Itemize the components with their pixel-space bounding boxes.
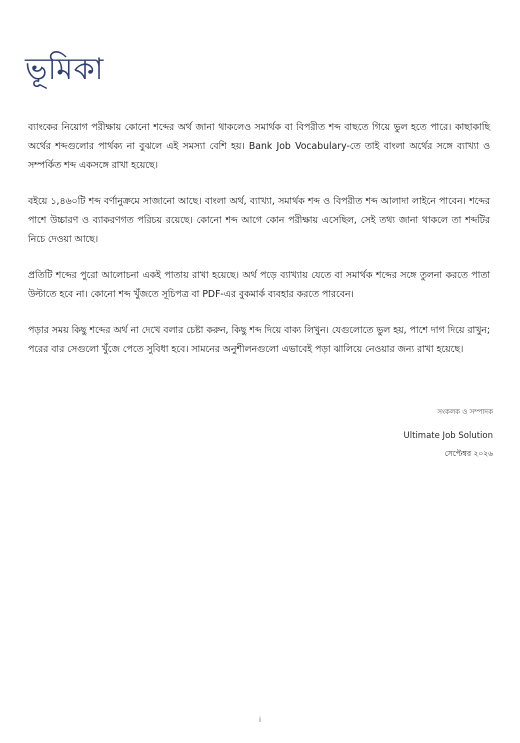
page-number: i xyxy=(259,716,261,724)
page-title: ভূমিকা xyxy=(25,52,104,87)
signature-organization: Ultimate Job Solution xyxy=(403,431,493,441)
signature-role: সংকলক ও সম্পাদক xyxy=(437,408,493,416)
preface-paragraph-1: ব্যাংকের নিয়োগ পরীক্ষায় কোনো শব্দের অর্থ জানা থাকলেও সমার্থক বা বিপরীত শব্দ বাছতে গিয়ে ভুল হতে পারে। কাছাকাছি অর্থের শব্দগুলোর পার্থক্য না বুঝলে এই সমস্যা বেশি হয়। Bank Job Vocabulary-তে তাই বাংলা অর্থের সঙ্গে ব্যাখ্যা ও সম্পর্কিত শব্দ একসঙ্গে রাখা হয়েছে। xyxy=(28,122,490,171)
preface-paragraph-2: বইয়ে ১,৪৬০টি শব্দ বর্ণানুক্রমে সাজানো আছে। বাংলা অর্থ, ব্যাখ্যা, সমার্থক শব্দ ও বিপরীত শব্দ আলাদা লাইনে পাবেন। শব্দের পাশে উচ্চারণ ও ব্যাকরণগত পরিচয় রয়েছে। কোনো শব্দ আগে কোন পরীক্ষায় এসেছিল, সেই তথ্য জানা থাকলে তা শব্দটির নিচে দেওয়া আছে। xyxy=(28,196,490,245)
preface-body xyxy=(28,118,490,376)
signature-block xyxy=(404,405,493,461)
signature-date: সেপ্টেম্বর ২০২৬ xyxy=(444,449,493,458)
preface-paragraph-4: পড়ার সময় কিছু শব্দের অর্থ না দেখে বলার চেষ্টা করুন, কিছু শব্দ দিয়ে বাক্য লিখুন। যেগুলোতে ভুল হয়, পাশে দাগ দিয়ে রাখুন; পরের বার সেগুলো খুঁজে পেতে সুবিধা হবে। সামনের অনুশীলনগুলো এভাবেই পড়া ঝালিয়ে নেওয়ার জন্য রাখা হয়েছে। xyxy=(28,325,490,355)
preface-paragraph-3: প্রতিটি শব্দের পুরো আলোচনা একই পাতায় রাখা হয়েছে। অর্থ পড়ে ব্যাখ্যায় যেতে বা সমার্থক শব্দের সঙ্গে তুলনা করতে পাতা উল্টাতে হবে না। কোনো শব্দ খুঁজতে সূচিপত্র বা PDF-এর বুকমার্ক ব্যবহার করতে পারবেন। xyxy=(28,270,490,300)
